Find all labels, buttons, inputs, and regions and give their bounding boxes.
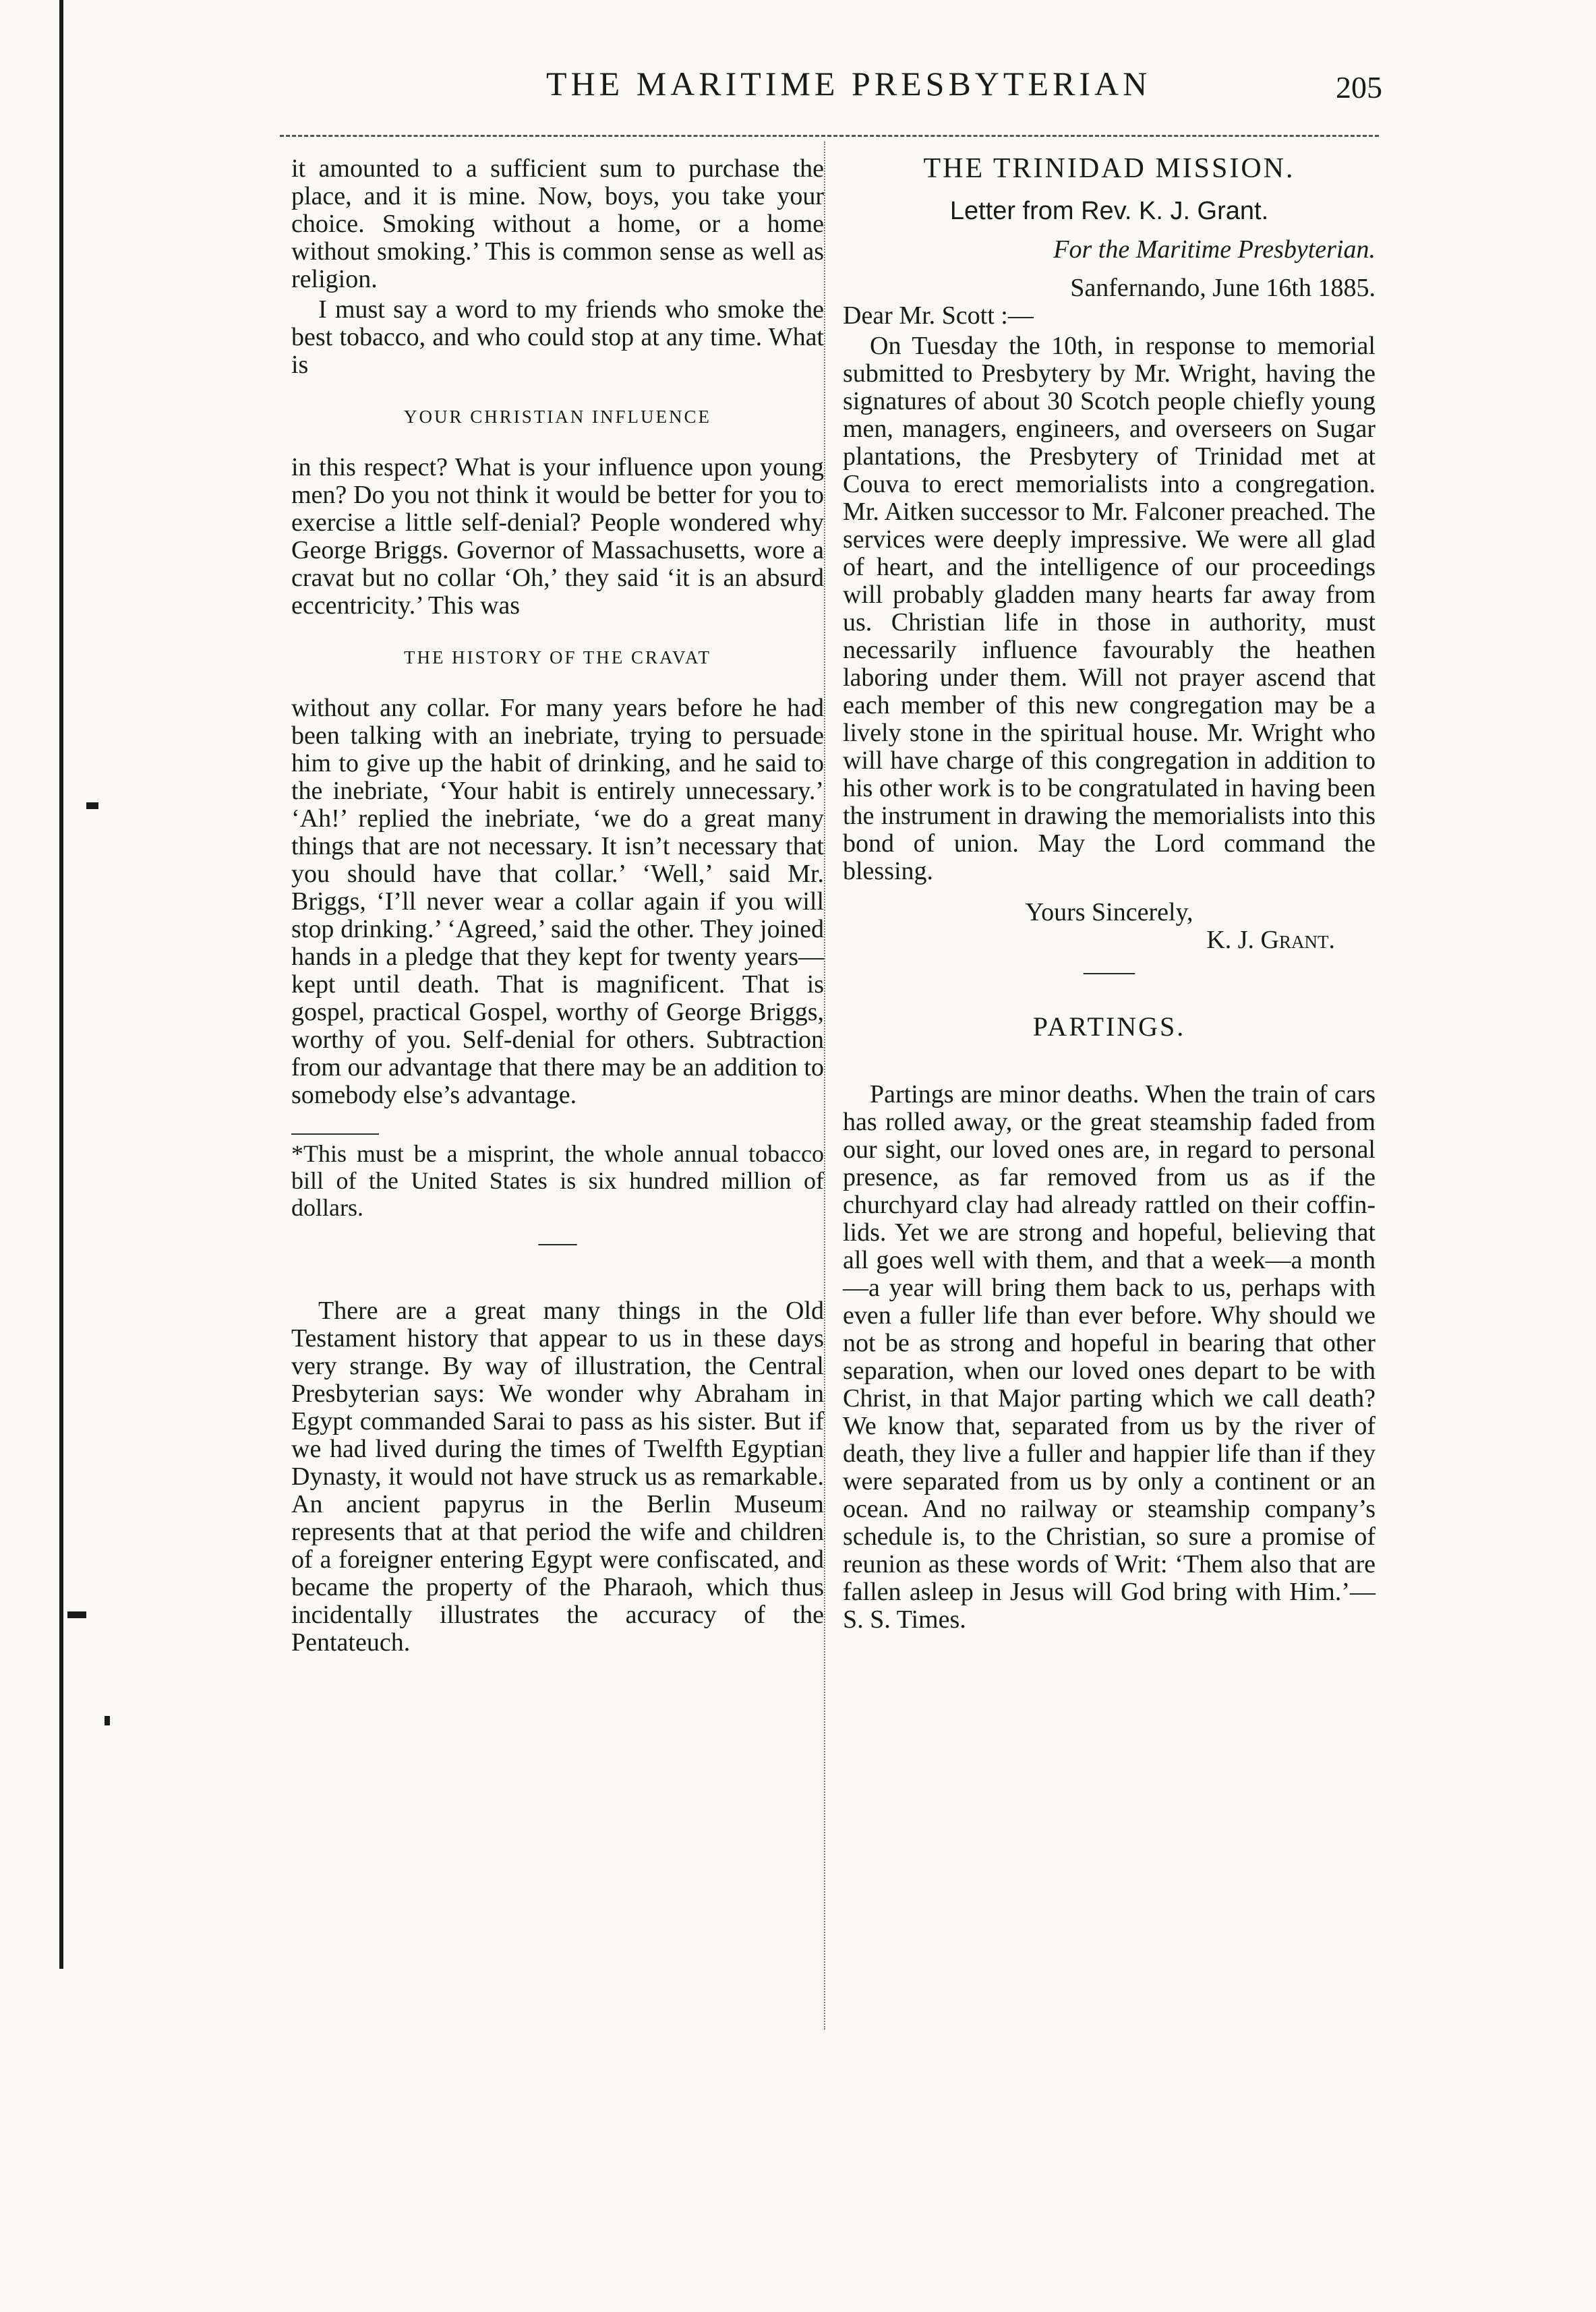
journal-title: THE MARITIME PRESBYTERIAN xyxy=(546,65,1152,102)
header-rule xyxy=(280,135,1379,137)
paragraph: There are a great many things in the Old Testament history that appear to us in these days very strange. By way of illustration, the Central Presbyterian says: We wonder why Abraham in Egypt commanded Sarai to pass as his sister. But if we had lived during the times of Twelfth Egyptian Dynasty, it would not have struck us as remarkable. An ancient papyrus in the Berlin Museum represents that at that period the wife and children of a foreigner entering Egypt were confiscated, and became the property of the Pharaoh, which thus incidentally illustrates the accuracy of the Pentateuch. xyxy=(291,1297,824,1657)
article-subtitle: Letter from Rev. K. J. Grant. xyxy=(949,197,1269,225)
paragraph: without any collar. For many years before he had been talking with an inebriate, trying to persuade him to give up the habit of drinking, and he said to the inebriate, ‘Your habit is entirely unnecessary.’ ‘Ah!’ replied the inebriate, ‘we do a great many things that are not necessary. It isn’t necessary that you should have that collar.’ ‘Well,’ said Mr. Briggs, ‘I’ll never wear a collar again if you will stop drinking.’ ‘Agreed,’ said the other. They joined hands in a pledge that they kept for twenty years—kept until death. That is magnificent. That is gospel, practical Gospel, worthy of George Briggs, worthy of you. Self-denial for others. Subtraction from our advantage that there may be an addition to somebody else’s advantage. xyxy=(291,694,824,1109)
binding-tick-mark xyxy=(86,802,98,809)
article-byline: For the Maritime Presbyterian. xyxy=(1053,235,1376,264)
section-separator: —— xyxy=(1084,957,1135,986)
section-subheading: YOUR CHRISTIAN INFLUENCE xyxy=(404,407,711,427)
article-title: PARTINGS. xyxy=(1032,1011,1186,1042)
letter-body: On Tuesday the 10th, in response to memorial submitted to Presbytery by Mr. Wright, having the signatures of about 30 Scotch people chiefly young men, managers, engineers, and overseers on Sugar plantations, the Presbytery of Trinidad met at Couva to erect memorialists into a congregation. Mr. Aitken successor to Mr. Falconer preached. The services were deeply impressive. We were all glad of heart, and the intelligence of our proceedings will probably gladden many hearts far away from us. Christian life in those in authority, must necessarily influence favourably the heathen laboring under them. Will not prayer ascend that each member of this new congregation may be a lively stone in the spiritual house. Mr. Wright who will have charge of this congregation in addition to his other work is to be congratulated in having been the instrument in drawing the memorialists into this bond of union. May the Lord command the blessing. xyxy=(843,332,1376,885)
paragraph: I must say a word to my friends who smoke the best tobacco, and who could stop at any time. What is xyxy=(291,295,824,379)
left-column xyxy=(291,155,824,1659)
paragraph: it amounted to a sufficient sum to purchase the place, and it is mine. Now, boys, you take your choice. Smoking without a home, or a home without smoking.’ This is common sense as well as religion. xyxy=(291,154,824,293)
paragraph: Partings are minor deaths. When the train of cars has rolled away, or the great steamship faded from our sight, our loved ones are, in regard to personal presence, as far removed from us as if the churchyard clay had already rattled on their coffin-lids. Yet we are strong and hopeful, believing that all goes well with them, and that a week—a month—a year will bring them back to us, perhaps with even a fuller life than ever before. Why should we not be as strong and hopeful in bearing that other separation, when our loved ones depart to be with Christ, in that Major parting which we call death? We know that, separated from us by the river of death, they live a fuller and happier life than if they were separated from us by only a continent or an ocean. And no railway or steamship company’s schedule is, to the Christian, so sure a promise of reunion as these words of Writ: ‘Them also that are fallen asleep in Jesus will God bring with Him.’—S. S. Times. xyxy=(843,1080,1376,1634)
article-title: THE TRINIDAD MISSION. xyxy=(923,153,1295,184)
binding-tick-mark xyxy=(105,1716,110,1725)
page-binding-edge xyxy=(59,0,63,1969)
right-column xyxy=(843,155,1376,1636)
letter-salutation: Dear Mr. Scott :— xyxy=(843,301,1034,330)
footnote: *This must be a misprint, the whole annual tobacco bill of the United States is six hundred million of dollars. xyxy=(291,1140,824,1221)
letter-closing: Yours Sincerely, xyxy=(1025,898,1193,926)
letter-signature: K. J. Grant. xyxy=(1206,926,1335,954)
binding-tick-mark xyxy=(67,1611,86,1618)
running-head xyxy=(290,64,1382,118)
column-divider xyxy=(824,142,825,2029)
section-separator: —– xyxy=(538,1228,577,1257)
section-subheading: THE HISTORY OF THE CRAVAT xyxy=(403,647,712,668)
footnote-rule xyxy=(291,1133,379,1135)
letter-dateline: Sanfernando, June 16th 1885. xyxy=(1070,274,1376,302)
page-number: 205 xyxy=(1336,70,1382,105)
paragraph: in this respect? What is your influence upon young men? Do you not think it would be better for you to exercise a little self-denial? People wondered why George Briggs. Governor of Massachusetts, wore a cravat but no collar ‘Oh,’ they said ‘it is an absurd eccentricity.’ This was xyxy=(291,453,824,620)
